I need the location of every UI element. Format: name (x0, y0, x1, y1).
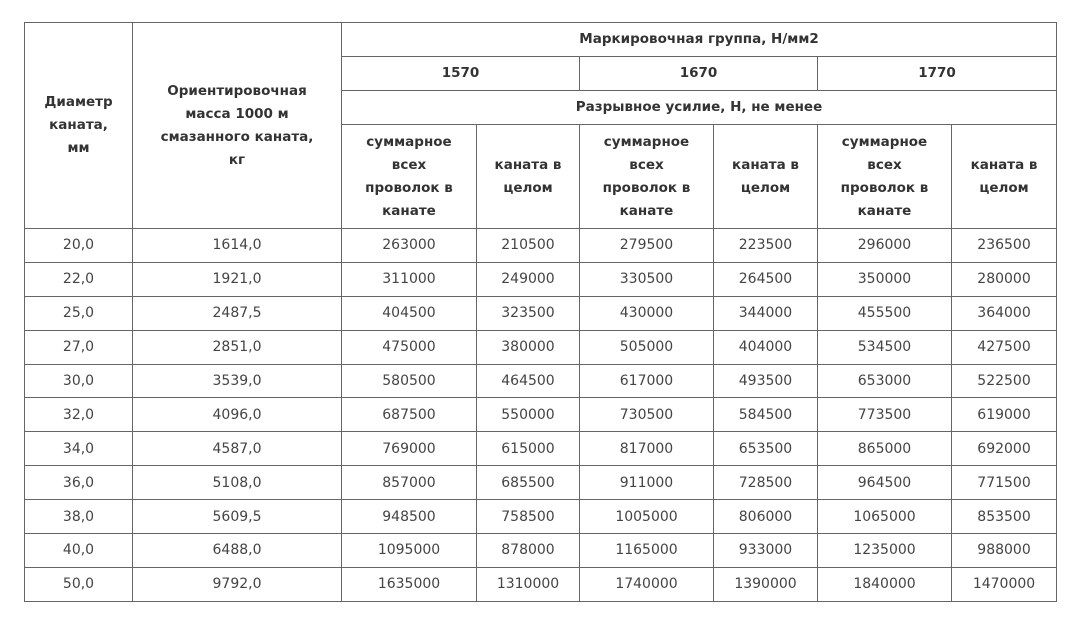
cell-force-1770-total: 653000 (818, 364, 952, 398)
cell-diameter: 30,0 (25, 364, 133, 398)
table-row (25, 500, 1057, 534)
cell-force-1770-rope: 280000 (952, 262, 1057, 296)
cell-force-1670-rope: 806000 (714, 500, 818, 534)
cell-force-1570-rope: 464500 (477, 364, 580, 398)
cell-force-1570-rope: 323500 (477, 296, 580, 330)
cell-force-1570-total: 948500 (342, 500, 477, 534)
header-marking-group: Маркировочная группа, Н/мм2 (342, 23, 1057, 57)
cell-force-1670-rope: 404000 (714, 330, 818, 364)
cell-force-1570-rope: 878000 (477, 534, 580, 568)
header-breaking-force: Разрывное усилие, Н, не менее (342, 91, 1057, 125)
cell-diameter: 50,0 (25, 567, 133, 601)
table-row (25, 534, 1057, 568)
cell-mass: 1614,0 (133, 229, 342, 263)
table-row (25, 466, 1057, 500)
table-body (25, 229, 1057, 602)
cell-diameter: 20,0 (25, 229, 133, 263)
header-sub-total-wires: суммарное всех проволок в канате (818, 125, 952, 229)
cell-force-1570-total: 580500 (342, 364, 477, 398)
header-sub-rope-whole: каната в целом (714, 125, 818, 229)
cell-force-1670-total: 505000 (580, 330, 714, 364)
cell-force-1770-rope: 427500 (952, 330, 1057, 364)
table-row (25, 296, 1057, 330)
table-row (25, 262, 1057, 296)
cell-mass: 4096,0 (133, 398, 342, 432)
cell-force-1570-total: 263000 (342, 229, 477, 263)
cell-diameter: 36,0 (25, 466, 133, 500)
cell-force-1670-rope: 493500 (714, 364, 818, 398)
table-row (25, 432, 1057, 466)
cell-diameter: 38,0 (25, 500, 133, 534)
cell-force-1670-rope: 728500 (714, 466, 818, 500)
cell-force-1770-rope: 988000 (952, 534, 1057, 568)
cell-force-1770-total: 865000 (818, 432, 952, 466)
cell-force-1570-rope: 380000 (477, 330, 580, 364)
cell-mass: 5108,0 (133, 466, 342, 500)
cell-force-1670-total: 1005000 (580, 500, 714, 534)
cell-force-1670-total: 730500 (580, 398, 714, 432)
cell-mass: 9792,0 (133, 567, 342, 601)
cell-force-1770-total: 773500 (818, 398, 952, 432)
cell-force-1770-total: 1840000 (818, 567, 952, 601)
cell-force-1570-total: 1635000 (342, 567, 477, 601)
cell-force-1770-total: 296000 (818, 229, 952, 263)
cell-diameter: 22,0 (25, 262, 133, 296)
cell-force-1670-total: 1165000 (580, 534, 714, 568)
cell-force-1670-total: 617000 (580, 364, 714, 398)
header-sub-rope-whole: каната в целом (477, 125, 580, 229)
cell-force-1670-total: 330500 (580, 262, 714, 296)
cell-diameter: 34,0 (25, 432, 133, 466)
table-row (25, 364, 1057, 398)
cell-force-1570-rope: 550000 (477, 398, 580, 432)
cell-mass: 5609,5 (133, 500, 342, 534)
cell-force-1670-total: 279500 (580, 229, 714, 263)
cell-force-1670-rope: 1390000 (714, 567, 818, 601)
header-sub-rope-whole: каната в целом (952, 125, 1057, 229)
cell-force-1770-total: 1065000 (818, 500, 952, 534)
table-row (25, 330, 1057, 364)
cell-force-1570-total: 1095000 (342, 534, 477, 568)
cell-force-1770-total: 1235000 (818, 534, 952, 568)
cell-force-1770-rope: 771500 (952, 466, 1057, 500)
cell-force-1670-rope: 933000 (714, 534, 818, 568)
cell-force-1570-rope: 210500 (477, 229, 580, 263)
cell-diameter: 25,0 (25, 296, 133, 330)
header-diameter: Диаметр каната, мм (25, 23, 133, 229)
cell-force-1570-rope: 758500 (477, 500, 580, 534)
cell-mass: 4587,0 (133, 432, 342, 466)
cell-force-1570-rope: 615000 (477, 432, 580, 466)
header-sub-total-wires: суммарное всех проволок в канате (342, 125, 477, 229)
header-grade-1770: 1770 (818, 57, 1057, 91)
header-mass: Ориентировочная масса 1000 м смазанного каната, кг (133, 23, 342, 229)
table-row (25, 229, 1057, 263)
cell-force-1570-rope: 685500 (477, 466, 580, 500)
cell-diameter: 40,0 (25, 534, 133, 568)
cell-mass: 3539,0 (133, 364, 342, 398)
cell-force-1770-rope: 236500 (952, 229, 1057, 263)
header-grade-1670: 1670 (580, 57, 818, 91)
cell-force-1670-rope: 223500 (714, 229, 818, 263)
cell-force-1670-rope: 584500 (714, 398, 818, 432)
cell-force-1770-rope: 1470000 (952, 567, 1057, 601)
cell-force-1770-rope: 364000 (952, 296, 1057, 330)
cell-force-1770-total: 455500 (818, 296, 952, 330)
cell-mass: 2487,5 (133, 296, 342, 330)
cell-force-1770-rope: 522500 (952, 364, 1057, 398)
cell-force-1670-total: 1740000 (580, 567, 714, 601)
cell-force-1570-total: 475000 (342, 330, 477, 364)
cell-force-1670-rope: 264500 (714, 262, 818, 296)
cell-diameter: 32,0 (25, 398, 133, 432)
cell-force-1670-total: 911000 (580, 466, 714, 500)
table-row (25, 567, 1057, 601)
cell-force-1570-total: 311000 (342, 262, 477, 296)
cell-force-1770-rope: 619000 (952, 398, 1057, 432)
header-grade-1570: 1570 (342, 57, 580, 91)
cell-force-1770-rope: 692000 (952, 432, 1057, 466)
cell-force-1770-rope: 853500 (952, 500, 1057, 534)
cell-force-1770-total: 964500 (818, 466, 952, 500)
cell-mass: 1921,0 (133, 262, 342, 296)
cell-force-1570-total: 687500 (342, 398, 477, 432)
table-row (25, 398, 1057, 432)
cell-force-1570-total: 404500 (342, 296, 477, 330)
cell-diameter: 27,0 (25, 330, 133, 364)
cell-force-1570-rope: 249000 (477, 262, 580, 296)
rope-specification-table (24, 22, 1057, 602)
cell-force-1570-rope: 1310000 (477, 567, 580, 601)
cell-force-1570-total: 769000 (342, 432, 477, 466)
cell-force-1670-total: 430000 (580, 296, 714, 330)
cell-mass: 2851,0 (133, 330, 342, 364)
cell-force-1670-rope: 653500 (714, 432, 818, 466)
cell-force-1770-total: 534500 (818, 330, 952, 364)
cell-mass: 6488,0 (133, 534, 342, 568)
cell-force-1670-total: 817000 (580, 432, 714, 466)
cell-force-1670-rope: 344000 (714, 296, 818, 330)
cell-force-1570-total: 857000 (342, 466, 477, 500)
cell-force-1770-total: 350000 (818, 262, 952, 296)
header-sub-total-wires: суммарное всех проволок в канате (580, 125, 714, 229)
